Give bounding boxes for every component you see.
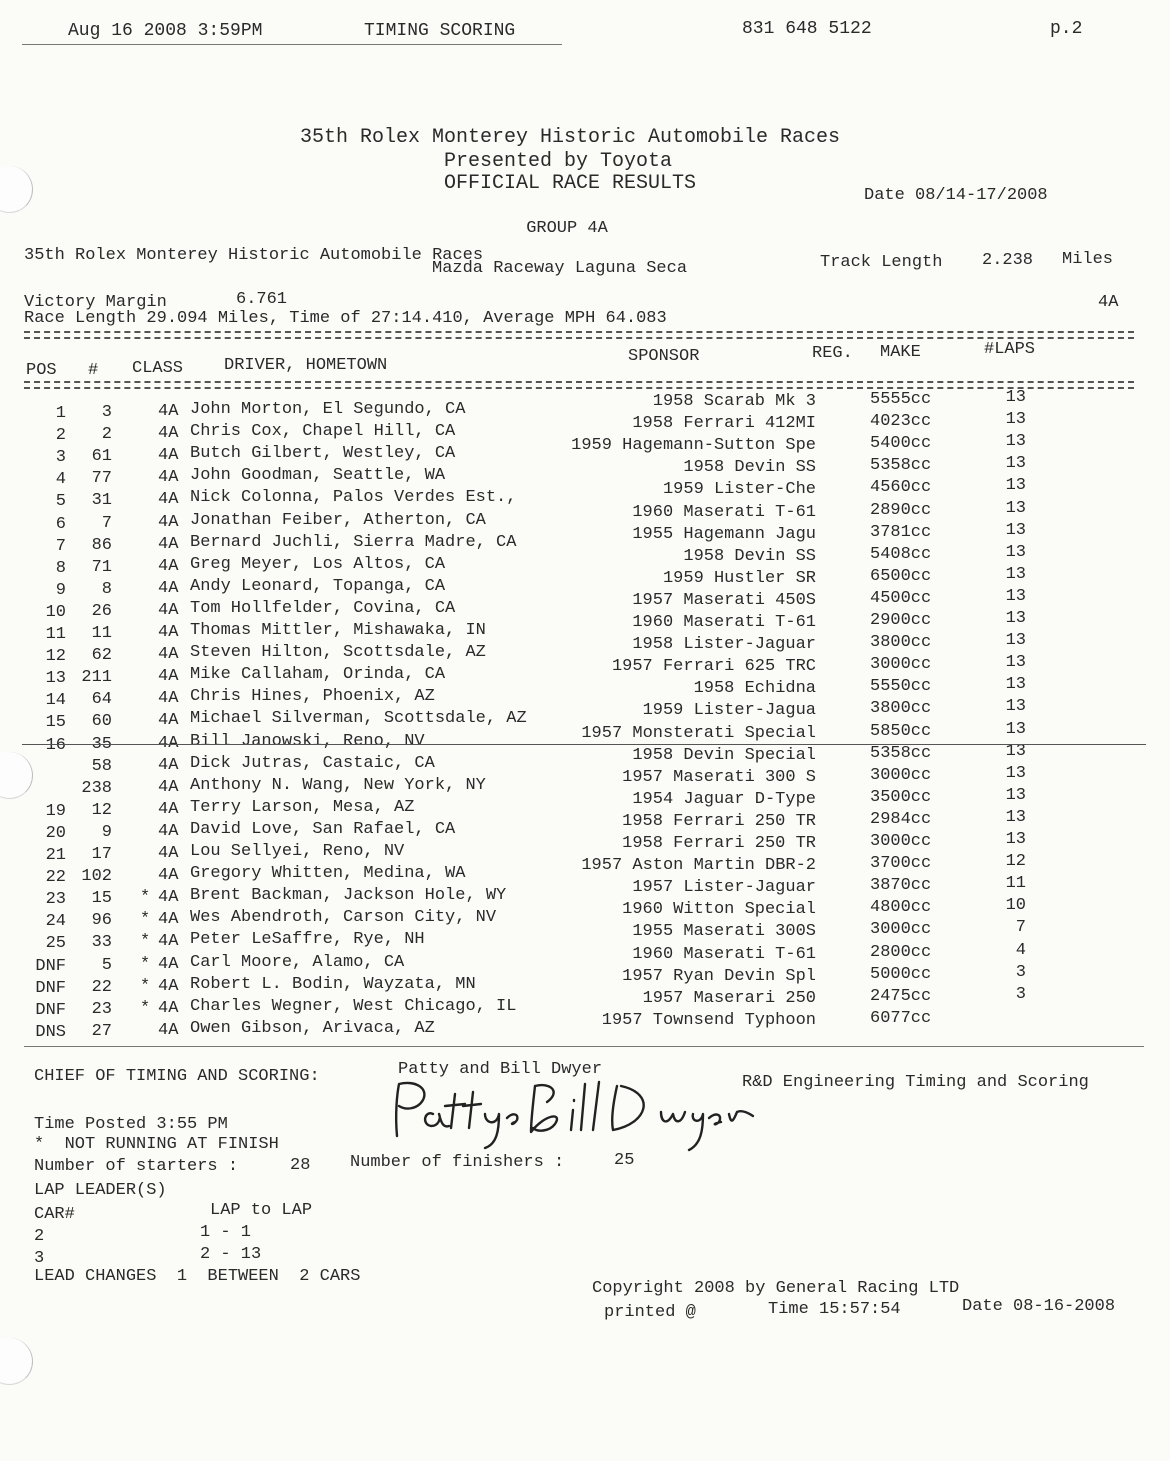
cell-pos: 1 bbox=[55, 404, 66, 423]
cell-pos: 3 bbox=[55, 448, 66, 468]
punch-hole-top bbox=[0, 166, 33, 213]
cell-num: 23 bbox=[91, 999, 112, 1019]
cell-make: 3000cc bbox=[870, 765, 932, 785]
cell-laps: 13 bbox=[1005, 675, 1026, 695]
cell-pos: 20 bbox=[45, 823, 66, 843]
victory-margin-value: 6.761 bbox=[236, 290, 288, 309]
cell-num: 60 bbox=[91, 712, 112, 732]
race-length: Race Length 29.094 Miles, Time of 27:14.410, Average MPH 64.083 bbox=[24, 309, 667, 328]
cell-make: 3781cc bbox=[870, 522, 932, 542]
col-laps: #LAPS bbox=[984, 340, 1036, 359]
race-date: Date 08/14-17/2008 bbox=[864, 186, 1048, 205]
cell-sponsor: 1958 Scarab Mk 3 bbox=[652, 392, 816, 411]
cell-num: 211 bbox=[81, 668, 112, 688]
chief-label: CHIEF OF TIMING AND SCORING: bbox=[34, 1067, 320, 1086]
cell-pos: 9 bbox=[55, 580, 66, 600]
cell-make: 3000cc bbox=[870, 832, 932, 851]
leader-laps-2: 2 - 13 bbox=[200, 1245, 262, 1264]
cell-driver: Robert L. Bodin, Wayzata, MN bbox=[190, 974, 476, 994]
cell-cls: 4A bbox=[158, 866, 179, 886]
cell-cls: 4A bbox=[158, 556, 179, 576]
fax-page-number: p.2 bbox=[1050, 19, 1083, 39]
cell-sponsor: 1958 Ferrari 250 TR bbox=[622, 834, 816, 853]
cell-laps: 12 bbox=[1005, 852, 1026, 872]
cell-star: * bbox=[140, 976, 151, 996]
cell-cls: 4A bbox=[158, 468, 179, 488]
cell-laps: 13 bbox=[1005, 785, 1026, 805]
cell-driver: Thomas Mittler, Mishawaka, IN bbox=[190, 621, 486, 640]
cell-laps: 3 bbox=[1015, 962, 1026, 982]
cell-laps: 7 bbox=[1015, 918, 1026, 938]
cell-star: * bbox=[140, 998, 151, 1018]
cell-pos: 15 bbox=[45, 713, 66, 733]
cell-cls: 4A bbox=[158, 711, 179, 731]
cell-driver: Wes Abendroth, Carson City, NV bbox=[190, 908, 497, 928]
cell-sponsor: 1959 Lister-Che bbox=[662, 480, 816, 500]
cell-driver: Charles Wegner, West Chicago, IL bbox=[190, 996, 517, 1016]
cell-laps: 13 bbox=[1005, 520, 1026, 540]
cell-pos: 21 bbox=[45, 846, 66, 865]
cell-sponsor: 1959 Hagemann-Sutton Spe bbox=[571, 436, 816, 456]
cell-cls: 4A bbox=[158, 844, 179, 863]
cell-cls: 4A bbox=[158, 888, 179, 908]
cell-cls: 4A bbox=[158, 600, 179, 620]
cell-driver: Peter LeSaffre, Rye, NH bbox=[190, 930, 425, 950]
printed-date: Date 08-16-2008 bbox=[962, 1297, 1116, 1316]
cell-pos: 22 bbox=[45, 868, 66, 888]
cell-num: 77 bbox=[91, 469, 112, 489]
cell-pos: 25 bbox=[45, 934, 66, 954]
cell-num: 58 bbox=[91, 756, 112, 776]
cell-make: 2800cc bbox=[870, 942, 932, 962]
finishers-value: 25 bbox=[614, 1151, 635, 1170]
cell-pos: DNF bbox=[35, 978, 66, 998]
cell-driver: Butch Gilbert, Westley, CA bbox=[190, 444, 456, 464]
header-rule-bottom-2 bbox=[24, 387, 1134, 389]
cell-sponsor: 1958 Devin SS bbox=[683, 458, 816, 478]
cell-pos: 14 bbox=[45, 691, 66, 711]
cell-laps: 13 bbox=[1005, 631, 1026, 651]
cell-pos: 24 bbox=[45, 912, 66, 932]
cell-pos: 10 bbox=[45, 602, 66, 622]
cell-make: 4500cc bbox=[870, 588, 932, 608]
cell-cls: 4A bbox=[158, 821, 179, 841]
cell-num: 64 bbox=[91, 690, 112, 710]
cell-make: 3700cc bbox=[870, 854, 932, 874]
cell-cls: 4A bbox=[158, 689, 179, 709]
cell-num: 27 bbox=[91, 1021, 112, 1041]
col-reg: REG. bbox=[812, 344, 853, 363]
fax-header-underline bbox=[22, 44, 562, 45]
fax-label: TIMING SCORING bbox=[364, 21, 516, 41]
event-name: 35th Rolex Monterey Historic Automobile Races bbox=[24, 246, 484, 265]
cell-laps: 13 bbox=[1005, 807, 1026, 827]
strikethrough-line bbox=[22, 744, 1146, 745]
title-line-2: Presented by Toyota bbox=[443, 150, 673, 173]
cell-sponsor: 1957 Ryan Devin Spl bbox=[622, 966, 816, 986]
cell-make: 2900cc bbox=[870, 611, 932, 630]
cell-laps: 13 bbox=[1005, 763, 1026, 783]
cell-cls: 4A bbox=[158, 976, 179, 996]
cell-driver: Terry Larson, Mesa, AZ bbox=[190, 797, 415, 817]
cell-sponsor: 1957 Townsend Typhoon bbox=[601, 1010, 816, 1030]
cell-make: 2475cc bbox=[870, 986, 932, 1006]
cell-sponsor: 1955 Maserati 300S bbox=[632, 922, 816, 942]
cell-num: 86 bbox=[91, 535, 112, 555]
group-label: GROUP 4A bbox=[526, 219, 608, 238]
cell-sponsor: 1954 Jaguar D-Type bbox=[632, 789, 816, 809]
cell-make: 3800cc bbox=[870, 633, 932, 653]
cell-driver: Steven Hilton, Scottsdale, AZ bbox=[190, 643, 486, 663]
cell-cls: 4A bbox=[158, 755, 179, 775]
cell-sponsor: 1957 Lister-Jaguar bbox=[632, 878, 816, 898]
cell-driver: Owen Gibson, Arivaca, AZ bbox=[190, 1018, 435, 1038]
cell-cls: 4A bbox=[158, 446, 179, 466]
cell-num: 26 bbox=[91, 601, 112, 621]
cell-make: 6500cc bbox=[870, 566, 932, 586]
cell-num: 12 bbox=[91, 800, 112, 820]
cell-make: 5850cc bbox=[870, 721, 932, 741]
leader-car-1: 2 bbox=[34, 1227, 45, 1246]
cell-num: 15 bbox=[91, 889, 112, 909]
starters-label: Number of starters : bbox=[34, 1157, 239, 1176]
cell-laps: 13 bbox=[1005, 609, 1026, 628]
cell-driver: John Goodman, Seattle, WA bbox=[190, 466, 446, 486]
cell-sponsor: 1959 Hustler SR bbox=[662, 568, 816, 588]
cell-make: 4800cc bbox=[870, 898, 932, 918]
header-rule-top-1 bbox=[24, 331, 1134, 333]
cell-cls: 4A bbox=[158, 932, 179, 952]
cell-sponsor: 1957 Ferrari 625 TRC bbox=[611, 657, 816, 677]
cell-cls: 4A bbox=[158, 623, 179, 642]
cell-cls: 4A bbox=[158, 910, 179, 930]
cell-pos: 13 bbox=[45, 669, 66, 689]
header-rule-bottom-1 bbox=[24, 381, 1134, 383]
cell-laps: 10 bbox=[1005, 896, 1026, 916]
victory-margin-label: Victory Margin bbox=[24, 293, 167, 312]
cell-num: 11 bbox=[91, 624, 112, 643]
cell-num: 102 bbox=[81, 867, 112, 887]
printed-label: printed @ bbox=[604, 1303, 696, 1322]
results-bottom-rule bbox=[24, 1046, 1144, 1047]
cell-make: 5358cc bbox=[870, 743, 932, 763]
cell-pos: 2 bbox=[55, 426, 66, 446]
cell-cls: 4A bbox=[158, 954, 179, 974]
cell-laps: 13 bbox=[1005, 410, 1026, 430]
handwritten-signature bbox=[385, 1074, 765, 1154]
cell-cls: 4A bbox=[158, 578, 179, 598]
venue-name: Mazda Raceway Laguna Seca bbox=[432, 259, 688, 278]
cell-num: 5 bbox=[101, 955, 112, 975]
cell-pos: 6 bbox=[55, 514, 66, 534]
cell-pos: DNF bbox=[35, 1000, 66, 1020]
title-line-1: 35th Rolex Monterey Historic Automobile Races bbox=[299, 126, 841, 149]
cell-driver: Lou Sellyei, Reno, NV bbox=[190, 842, 405, 861]
lap-to-lap-label: LAP to LAP bbox=[210, 1201, 313, 1220]
cell-cls: 4A bbox=[158, 402, 179, 421]
cell-cls: 4A bbox=[158, 534, 179, 554]
finishers-label: Number of finishers : bbox=[350, 1153, 565, 1172]
track-length-unit: Miles bbox=[1062, 250, 1114, 269]
leader-car-2: 3 bbox=[34, 1249, 45, 1268]
cell-pos: 11 bbox=[45, 625, 66, 644]
cell-make: 5000cc bbox=[870, 964, 932, 984]
cell-pos: 5 bbox=[55, 492, 66, 512]
cell-pos: DNF bbox=[35, 956, 66, 976]
cell-laps: 13 bbox=[1005, 697, 1026, 717]
cell-make: 5555cc bbox=[870, 390, 932, 409]
time-posted: Time Posted 3:55 PM bbox=[34, 1115, 228, 1134]
cell-driver: Chris Hines, Phoenix, AZ bbox=[190, 687, 435, 707]
cell-cls: 4A bbox=[158, 667, 179, 687]
cell-make: 3000cc bbox=[870, 655, 932, 675]
fax-datetime: Aug 16 2008 3:59PM bbox=[68, 21, 263, 41]
cell-sponsor: 1958 Lister-Jaguar bbox=[632, 635, 816, 655]
cell-laps: 13 bbox=[1005, 498, 1026, 518]
cell-sponsor: 1958 Devin Special bbox=[632, 745, 816, 765]
cell-laps: 4 bbox=[1015, 940, 1026, 960]
cell-num: 3 bbox=[101, 403, 112, 422]
title-line-3: OFFICIAL RACE RESULTS bbox=[443, 172, 697, 195]
cell-laps: 3 bbox=[1015, 984, 1026, 1004]
cell-star: * bbox=[140, 888, 151, 908]
cell-num: 33 bbox=[91, 933, 112, 953]
cell-sponsor: 1957 Maserati 450S bbox=[632, 590, 816, 610]
cell-sponsor: 1957 Maserati 300 S bbox=[622, 767, 816, 787]
cell-num: 17 bbox=[91, 845, 112, 864]
cell-driver: Bernard Juchli, Sierra Madre, CA bbox=[190, 532, 517, 552]
leader-laps-1: 1 - 1 bbox=[200, 1223, 252, 1242]
cell-pos: 7 bbox=[55, 536, 66, 556]
cell-cls: 4A bbox=[158, 799, 179, 819]
cell-sponsor: 1957 Maserari 250 bbox=[642, 988, 816, 1008]
cell-driver: Nick Colonna, Palos Verdes Est., bbox=[190, 488, 517, 508]
cell-cls: 4A bbox=[158, 777, 179, 797]
cell-pos: 12 bbox=[45, 647, 66, 667]
cell-laps: 13 bbox=[1005, 741, 1026, 761]
cell-laps: 13 bbox=[1005, 432, 1026, 452]
header-rule-top-2 bbox=[24, 337, 1134, 339]
cell-sponsor: 1955 Hagemann Jagu bbox=[632, 524, 816, 544]
cell-make: 5408cc bbox=[870, 544, 932, 564]
punch-hole-bottom bbox=[0, 1338, 33, 1385]
cell-laps: 13 bbox=[1005, 830, 1026, 849]
cell-laps: 13 bbox=[1005, 586, 1026, 606]
cell-laps: 11 bbox=[1005, 874, 1026, 894]
cell-driver: Chris Cox, Chapel Hill, CA bbox=[190, 422, 456, 442]
cell-sponsor: 1960 Witton Special bbox=[622, 900, 816, 920]
cell-driver: Gregory Whitten, Medina, WA bbox=[190, 864, 466, 884]
cell-cls: 4A bbox=[158, 424, 179, 444]
cell-laps: 13 bbox=[1005, 476, 1026, 496]
cell-cls: 4A bbox=[158, 645, 179, 665]
cell-driver: Anthony N. Wang, New York, NY bbox=[190, 775, 486, 795]
cell-sponsor: 1957 Aston Martin DBR-2 bbox=[581, 856, 816, 876]
cell-make: 2984cc bbox=[870, 809, 932, 829]
cell-driver: Mike Callaham, Orinda, CA bbox=[190, 665, 446, 685]
cell-make: 4560cc bbox=[870, 478, 932, 498]
cell-laps: 13 bbox=[1005, 719, 1026, 739]
cell-sponsor: 1958 Ferrari 250 TR bbox=[622, 811, 816, 831]
starters-value: 28 bbox=[290, 1156, 311, 1175]
cell-driver: Carl Moore, Alamo, CA bbox=[190, 952, 405, 972]
cell-num: 2 bbox=[101, 425, 112, 445]
cell-laps: 13 bbox=[1005, 388, 1026, 407]
cell-make: 5358cc bbox=[870, 456, 932, 476]
cell-num: 35 bbox=[91, 734, 112, 754]
col-sponsor: SPONSOR bbox=[628, 347, 700, 366]
cell-star: * bbox=[140, 910, 151, 930]
col-pos: POS bbox=[26, 361, 57, 380]
cell-star: * bbox=[140, 954, 151, 974]
timing-company: R&D Engineering Timing and Scoring bbox=[742, 1073, 1089, 1092]
cell-num: 238 bbox=[81, 778, 112, 798]
cell-driver: Michael Silverman, Scottsdale, AZ bbox=[190, 709, 527, 729]
cell-cls: 4A bbox=[158, 512, 179, 532]
printed-time: Time 15:57:54 bbox=[768, 1300, 901, 1319]
cell-pos: 16 bbox=[45, 735, 66, 755]
col-driver: DRIVER, HOMETOWN bbox=[224, 356, 388, 375]
cell-num: 71 bbox=[91, 557, 112, 577]
cell-sponsor: 1959 Lister-Jagua bbox=[642, 701, 816, 721]
cell-sponsor: 1957 Monsterati Special bbox=[581, 723, 816, 743]
cell-driver: Bill Janowski, Reno, NV bbox=[190, 731, 425, 751]
cell-sponsor: 1958 Echidna bbox=[693, 679, 816, 699]
cell-cls: 4A bbox=[158, 490, 179, 510]
cell-make: 5400cc bbox=[870, 434, 932, 454]
cell-pos: DNS bbox=[35, 1022, 66, 1042]
cell-num: 8 bbox=[101, 579, 112, 599]
cell-num: 31 bbox=[91, 491, 112, 511]
cell-pos: 8 bbox=[55, 558, 66, 578]
cell-num: 62 bbox=[91, 646, 112, 666]
cell-driver: John Morton, El Segundo, CA bbox=[190, 400, 466, 419]
cell-make: 5550cc bbox=[870, 677, 932, 697]
cell-driver: Brent Backman, Jackson Hole, WY bbox=[190, 886, 507, 906]
cell-make: 3000cc bbox=[870, 920, 932, 940]
cell-laps: 13 bbox=[1005, 564, 1026, 584]
cell-num: 96 bbox=[91, 911, 112, 931]
cell-make: 3500cc bbox=[870, 787, 932, 807]
cell-make: 6077cc bbox=[870, 1008, 932, 1028]
class-tag: 4A bbox=[1098, 293, 1119, 312]
cell-laps: 13 bbox=[1005, 542, 1026, 562]
cell-pos: 19 bbox=[45, 801, 66, 821]
col-make: MAKE bbox=[880, 343, 921, 362]
cell-driver: David Love, San Rafael, CA bbox=[190, 819, 456, 839]
cell-num: 9 bbox=[101, 822, 112, 842]
cell-make: 2890cc bbox=[870, 500, 932, 520]
cell-driver: Tom Hollfelder, Covina, CA bbox=[190, 598, 456, 618]
col-class: CLASS bbox=[132, 359, 184, 378]
cell-laps: 13 bbox=[1005, 653, 1026, 673]
cell-driver: Dick Jutras, Castaic, CA bbox=[190, 753, 435, 773]
cell-driver: Jonathan Feiber, Atherton, CA bbox=[190, 510, 486, 530]
cell-num: 22 bbox=[91, 977, 112, 997]
cell-cls: 4A bbox=[158, 998, 179, 1018]
cell-sponsor: 1960 Maserati T-61 bbox=[632, 613, 816, 632]
cell-num: 61 bbox=[91, 447, 112, 467]
cell-sponsor: 1960 Maserati T-61 bbox=[632, 502, 816, 522]
track-length-value: 2.238 bbox=[982, 251, 1034, 270]
cell-laps: 13 bbox=[1005, 454, 1026, 474]
cell-driver: Andy Leonard, Topanga, CA bbox=[190, 576, 446, 596]
lead-changes: LEAD CHANGES 1 BETWEEN 2 CARS bbox=[34, 1267, 361, 1286]
cell-sponsor: 1960 Maserati T-61 bbox=[632, 944, 816, 964]
cell-make: 3870cc bbox=[870, 876, 932, 896]
cell-pos: 23 bbox=[45, 890, 66, 910]
cell-num: 7 bbox=[101, 513, 112, 533]
not-running-note: * NOT RUNNING AT FINISH bbox=[34, 1135, 279, 1154]
cell-driver: Greg Meyer, Los Altos, CA bbox=[190, 554, 446, 574]
fax-phone: 831 648 5122 bbox=[742, 19, 872, 39]
col-num: # bbox=[88, 361, 99, 380]
table-row bbox=[0, 388, 1170, 423]
copyright: Copyright 2008 by General Racing LTD bbox=[592, 1279, 960, 1298]
track-length-label: Track Length bbox=[820, 253, 943, 272]
cell-pos: 4 bbox=[55, 470, 66, 490]
cell-sponsor: 1958 Ferrari 412MI bbox=[632, 414, 816, 434]
chief-name: Patty and Bill Dwyer bbox=[398, 1060, 603, 1079]
cell-make: 4023cc bbox=[870, 412, 932, 432]
cell-cls: 4A bbox=[158, 1020, 179, 1040]
cell-make: 3800cc bbox=[870, 699, 932, 719]
cell-sponsor: 1958 Devin SS bbox=[683, 546, 816, 566]
lap-leaders-label: LAP LEADER(S) bbox=[34, 1181, 167, 1200]
cell-cls: 4A bbox=[158, 733, 179, 753]
car-label: CAR# bbox=[34, 1205, 75, 1224]
cell-star: * bbox=[140, 932, 151, 952]
